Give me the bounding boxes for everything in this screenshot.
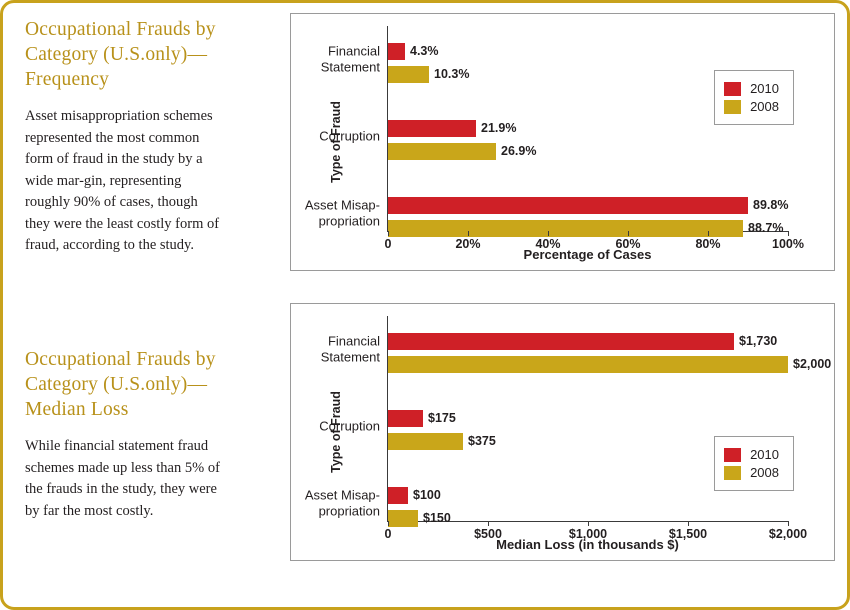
bar-2008-corruption [388, 433, 463, 450]
bar-2008-corruption [388, 143, 496, 160]
bar-value-label: 89.8% [753, 198, 789, 212]
category-label: Corruption [319, 418, 380, 434]
panel-body-median-loss: While financial statement fraud schemes made up less than 5% of the frauds in the study, they were by far the most costly. [25, 438, 220, 519]
y-axis-title-median-loss: Type of Fraud [328, 391, 343, 473]
bar-value-label: 10.3% [434, 67, 470, 81]
x-tick [388, 231, 389, 236]
bar-value-label: $100 [413, 488, 441, 502]
bar-value-label: $175 [428, 411, 456, 425]
category-label: Asset Misap- propriation [304, 197, 380, 228]
bar-value-label: $2,000 [793, 357, 832, 371]
bar-2008-asset-misappropriation [388, 220, 743, 237]
x-tick-label: 0 [384, 527, 392, 541]
bar-value-label: 26.9% [501, 144, 537, 158]
bar-2010-corruption [388, 120, 476, 137]
bar-value-label: 21.9% [481, 121, 517, 135]
x-tick-label: $500 [474, 527, 502, 541]
bar-value-label: 4.3% [410, 44, 439, 58]
x-tick [468, 231, 469, 236]
bar-2010-financial-statement [388, 333, 734, 350]
legend-label-2008: 2008 [750, 465, 779, 480]
legend-item-2008 [724, 99, 779, 114]
x-tick [688, 521, 689, 526]
bar-2010-corruption [388, 410, 423, 427]
legend-median-loss [714, 436, 794, 491]
legend-item-2010 [724, 81, 779, 96]
legend-frequency [714, 70, 794, 125]
legend-label-2010: 2010 [750, 81, 779, 96]
bar-2010-asset-misappropriation [388, 487, 408, 504]
text-block-frequency [25, 17, 240, 257]
bar-value-label: $150 [423, 511, 451, 525]
x-tick [788, 231, 789, 236]
chart-median-loss [290, 303, 835, 561]
y-axis-title-frequency: Type of Fraud [328, 101, 343, 183]
text-column [25, 17, 240, 597]
x-tick-label: $1,000 [568, 527, 608, 541]
legend-label-2008: 2008 [750, 99, 779, 114]
x-tick-label: 100% [772, 237, 804, 251]
chart-frequency [290, 13, 835, 271]
bar-2010-financial-statement [388, 43, 405, 60]
x-tick-label: 40% [535, 237, 561, 251]
bar-2008-financial-statement [388, 356, 788, 373]
category-label: Financial Statement [320, 333, 380, 364]
legend-label-2010: 2010 [750, 447, 779, 462]
x-tick [488, 521, 489, 526]
text-block-median-loss [25, 347, 240, 522]
legend-swatch-2008-icon [724, 466, 741, 480]
legend-swatch-2010-icon [724, 448, 741, 462]
x-tick-label: 60% [615, 237, 641, 251]
legend-item-2008 [724, 465, 779, 480]
panel-body-frequency: Asset misappropriation schemes represented the most common form of fraud in the study by a wide mar-gin, representing roughly 90% of cases, though they were the least costly form of fraud, according to the study. [25, 108, 220, 253]
x-tick-label: 20% [455, 237, 481, 251]
x-axis-title-median-loss: Median Loss (in thousands $) [496, 537, 679, 552]
x-tick-label: $1,500 [668, 527, 708, 541]
bar-2008-asset-misappropriation [388, 510, 418, 527]
legend-swatch-2008-icon [724, 100, 741, 114]
panel-title-frequency: Occupational Frauds by Category (U.S.only)—Frequency [25, 19, 216, 90]
x-tick-label: 80% [695, 237, 721, 251]
x-tick [708, 231, 709, 236]
category-label: Financial Statement [320, 43, 380, 74]
category-label: Corruption [319, 128, 380, 144]
x-tick-label: 0 [384, 237, 392, 251]
legend-swatch-2010-icon [724, 82, 741, 96]
x-tick [788, 521, 789, 526]
x-tick [588, 521, 589, 526]
x-tick [628, 231, 629, 236]
x-tick [388, 521, 389, 526]
bar-value-label: $1,730 [739, 334, 778, 348]
category-label: Asset Misap- propriation [304, 487, 380, 518]
x-tick-label: $2,000 [768, 527, 808, 541]
panel-title-median-loss: Occupational Frauds by Category (U.S.only)—Median Loss [25, 349, 216, 420]
x-axis-title-frequency: Percentage of Cases [523, 247, 652, 262]
x-tick [548, 231, 549, 236]
bar-2010-asset-misappropriation [388, 197, 748, 214]
bar-value-label: $375 [468, 434, 496, 448]
legend-item-2010 [724, 447, 779, 462]
bar-value-label: 88.7% [748, 221, 784, 235]
bar-2008-financial-statement [388, 66, 429, 83]
